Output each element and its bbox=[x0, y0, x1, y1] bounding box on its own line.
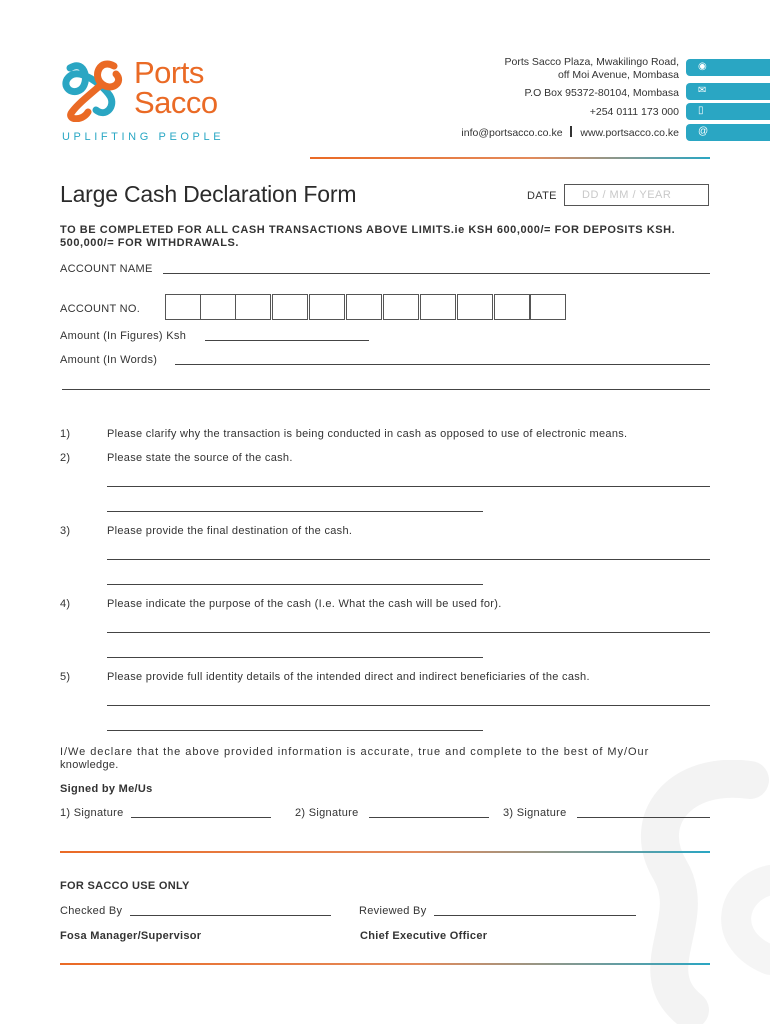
website-link[interactable]: www.portsacco.co.ke bbox=[580, 127, 679, 139]
answer-line[interactable] bbox=[107, 632, 710, 633]
declaration-line2: knowledge. bbox=[60, 759, 119, 771]
section-divider bbox=[60, 851, 710, 853]
date-input[interactable]: DD / MM / YEAR bbox=[564, 184, 709, 206]
account-digit-box[interactable] bbox=[200, 294, 236, 320]
checked-by-label: Checked By bbox=[60, 905, 123, 917]
answer-line[interactable] bbox=[107, 486, 710, 487]
question-text: Please state the source of the cash. bbox=[107, 452, 293, 464]
address-line1: Ports Sacco Plaza, Mwakilingo Road, bbox=[504, 56, 679, 68]
signed-by-heading: Signed by Me/Us bbox=[60, 783, 153, 795]
address-line2: off Moi Avenue, Mombasa bbox=[557, 69, 679, 81]
email-link[interactable]: info@portsacco.co.ke bbox=[461, 127, 563, 139]
account-digit-box[interactable] bbox=[165, 294, 201, 320]
mail-icon: ✉ bbox=[698, 85, 707, 96]
answer-line[interactable] bbox=[107, 584, 483, 585]
question-text: Please provide the final destination of the cash. bbox=[107, 525, 353, 537]
account-name-field[interactable] bbox=[163, 273, 710, 274]
office-use-heading: FOR SACCO USE ONLY bbox=[60, 880, 190, 892]
question-text: Please clarify why the transaction is being conducted in cash as opposed to use of electronic means. bbox=[107, 428, 628, 440]
tagline: UPLIFTING PEOPLE bbox=[62, 131, 225, 143]
amount-words-field-line2[interactable] bbox=[62, 389, 710, 390]
phone-icon: ▯ bbox=[698, 105, 704, 116]
answer-line[interactable] bbox=[107, 657, 483, 658]
mail-tab bbox=[686, 83, 770, 100]
account-digit-box[interactable] bbox=[420, 294, 456, 320]
amount-words-label: Amount (In Words) bbox=[60, 354, 158, 366]
brand-name-line1: Ports bbox=[134, 55, 204, 90]
signature2-field[interactable] bbox=[369, 817, 489, 818]
at-icon: @ bbox=[698, 126, 709, 137]
date-label: DATE bbox=[527, 190, 557, 202]
account-digit-box[interactable] bbox=[494, 294, 530, 320]
phone-number: +254 0111 173 000 bbox=[589, 106, 679, 118]
ports-sacco-mark bbox=[58, 56, 128, 122]
account-digit-box[interactable] bbox=[346, 294, 382, 320]
account-digit-box[interactable] bbox=[530, 294, 566, 320]
question-number: 2) bbox=[60, 452, 71, 464]
separator bbox=[570, 126, 572, 137]
po-box: P.O Box 95372-80104, Mombasa bbox=[524, 87, 679, 99]
question-number: 5) bbox=[60, 671, 71, 683]
account-digit-box[interactable] bbox=[272, 294, 308, 320]
role-ceo: Chief Executive Officer bbox=[360, 930, 488, 942]
declaration-line1: I/We declare that the above provided information is accurate, true and complete to the best of My/Our bbox=[60, 746, 650, 758]
signature1-label: 1) Signature bbox=[60, 807, 124, 819]
amount-words-field[interactable] bbox=[175, 364, 710, 365]
brand-name-line2: Sacco bbox=[134, 85, 218, 120]
question-number: 4) bbox=[60, 598, 71, 610]
account-digit-box[interactable] bbox=[235, 294, 271, 320]
amount-figures-field[interactable] bbox=[205, 340, 369, 341]
phone-tab bbox=[686, 103, 770, 120]
answer-line[interactable] bbox=[107, 705, 710, 706]
question-number: 3) bbox=[60, 525, 71, 537]
email-website bbox=[461, 126, 679, 139]
form-title: Large Cash Declaration Form bbox=[60, 181, 357, 207]
header-rule bbox=[310, 157, 710, 159]
footer-divider bbox=[60, 963, 710, 965]
role-fosa-manager: Fosa Manager/Supervisor bbox=[60, 930, 202, 942]
signature1-field[interactable] bbox=[131, 817, 271, 818]
answer-line[interactable] bbox=[107, 511, 483, 512]
location-icon: ◉ bbox=[698, 61, 707, 72]
account-digit-box[interactable] bbox=[457, 294, 493, 320]
logo bbox=[58, 56, 238, 126]
question-text: Please indicate the purpose of the cash (I.e. What the cash will be used for). bbox=[107, 598, 502, 610]
account-digit-box[interactable] bbox=[383, 294, 419, 320]
account-digit-box[interactable] bbox=[309, 294, 345, 320]
instruction-line1: TO BE COMPLETED FOR ALL CASH TRANSACTIONS ABOVE LIMITS.ie KSH 600,000/= FOR DEPOSITS KSH. bbox=[60, 224, 676, 236]
answer-line[interactable] bbox=[107, 559, 710, 560]
at-tab bbox=[686, 124, 770, 141]
account-name-label: ACCOUNT NAME bbox=[60, 263, 153, 275]
instruction-line2: 500,000/= FOR WITHDRAWALS. bbox=[60, 237, 240, 249]
account-no-label: ACCOUNT NO. bbox=[60, 303, 141, 315]
reviewed-by-label: Reviewed By bbox=[359, 905, 427, 917]
question-text: Please provide full identity details of the intended direct and indirect beneficiaries of the cash. bbox=[107, 671, 590, 683]
signature3-label: 3) Signature bbox=[503, 807, 567, 819]
checked-by-field[interactable] bbox=[130, 915, 331, 916]
reviewed-by-field[interactable] bbox=[434, 915, 636, 916]
answer-line[interactable] bbox=[107, 730, 483, 731]
signature3-field[interactable] bbox=[577, 817, 710, 818]
amount-figures-label: Amount (In Figures) Ksh bbox=[60, 330, 187, 342]
signature2-label: 2) Signature bbox=[295, 807, 359, 819]
question-number: 1) bbox=[60, 428, 71, 440]
location-tab bbox=[686, 59, 770, 76]
watermark-logo bbox=[600, 760, 770, 1024]
